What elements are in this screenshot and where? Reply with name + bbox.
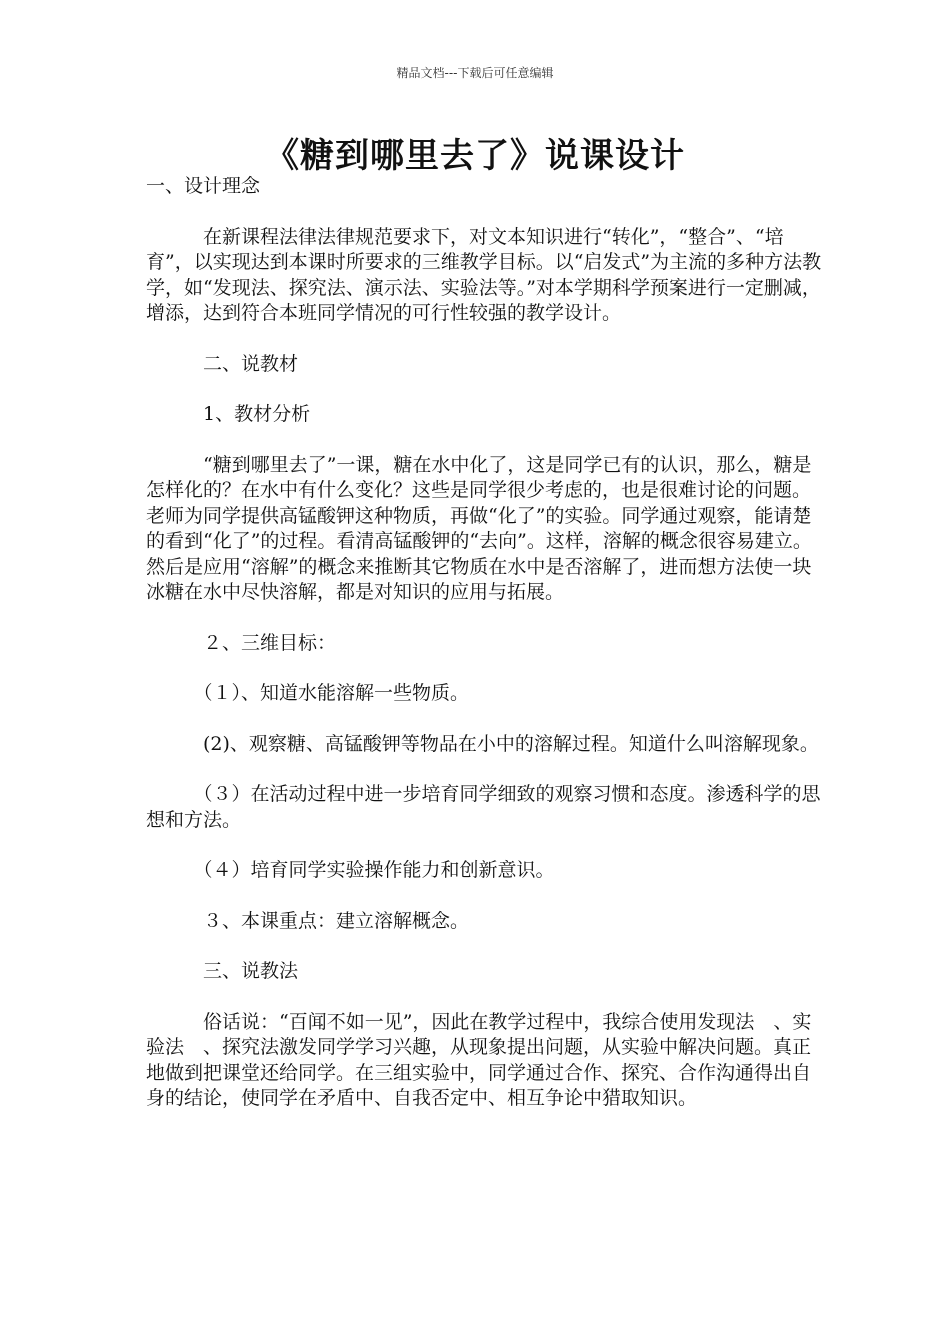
page-header-note: 精品文档---下载后可任意编辑 bbox=[396, 66, 554, 80]
paragraph-analysis: “糖到哪里去了”一课，糖在水中化了，这是同学已有的认识，那么，糖是怎样化的？在水中有什么变化？这些是同学很少考虑的，也是很难讨论的问题。老师为同学提供高锰酸钾这种物质，再做“化了”的实验。同学通过观察，能请楚的看到“化了”的过程。看清高锰酸钾的“去向”。这样，溶解的概念很容易建立。然后是应用“溶解”的概念来推断其它物质在水中是否溶解了，进而想方法使一块冰糖在水中尽快溶解，都是对知识的应用与拓展。 bbox=[146, 453, 812, 603]
goal-item-2: (2)、观察糖、高锰酸钾等物品在小中的溶解过程。知道什么叫溶解现象。 bbox=[146, 732, 819, 755]
section-heading-method: 三、说教法 bbox=[146, 960, 299, 982]
document-body bbox=[146, 174, 822, 1112]
goal-item-4: （４）培育同学实验操作能力和创新意识。 bbox=[146, 859, 555, 881]
section-heading-textbook: 二、说教材 bbox=[146, 352, 299, 375]
subheading-goals: ２、三维目标： bbox=[146, 631, 337, 654]
document-title: 《糖到哪里去了》说课设计 bbox=[265, 136, 685, 176]
subheading-analysis: 1、教材分析 bbox=[146, 403, 311, 425]
key-point: ３、本课重点：建立溶解概念。 bbox=[146, 909, 470, 932]
goal-item-1: （１）、知道水能溶解一些物质。 bbox=[146, 682, 470, 704]
section-heading-concept: 一、设计理念 bbox=[146, 175, 261, 197]
paragraph-method: 俗话说：“百闻不如一见”，因此在教学过程中，我综合使用发现法 、实验法 、探究法激发同学学习兴趣，从现象提出问题，从实验中解决问题。真正地做到把课堂还给同学。在三组实验中，同学通过合作、探究、合作沟通得出自身的结论，使同学在矛盾中、自我否定中、相互争论中猎取知识。 bbox=[146, 1010, 812, 1109]
paragraph-concept: 在新课程法律法律规范要求下，对文本知识进行“转化”，“整合”、“培育”，以实现达到本课时所要求的三维教学目标。以“启发式”为主流的多种方法教学，如“发现法、探究法、演示法、实验法等。”对本学期科学预案进行一定删减，增添，达到符合本班同学情况的可行性较强的教学设计。 bbox=[146, 225, 822, 324]
goal-item-3: （３）在活动过程中进一步培育同学细致的观察习惯和态度。渗透科学的思想和方法。 bbox=[146, 783, 821, 831]
